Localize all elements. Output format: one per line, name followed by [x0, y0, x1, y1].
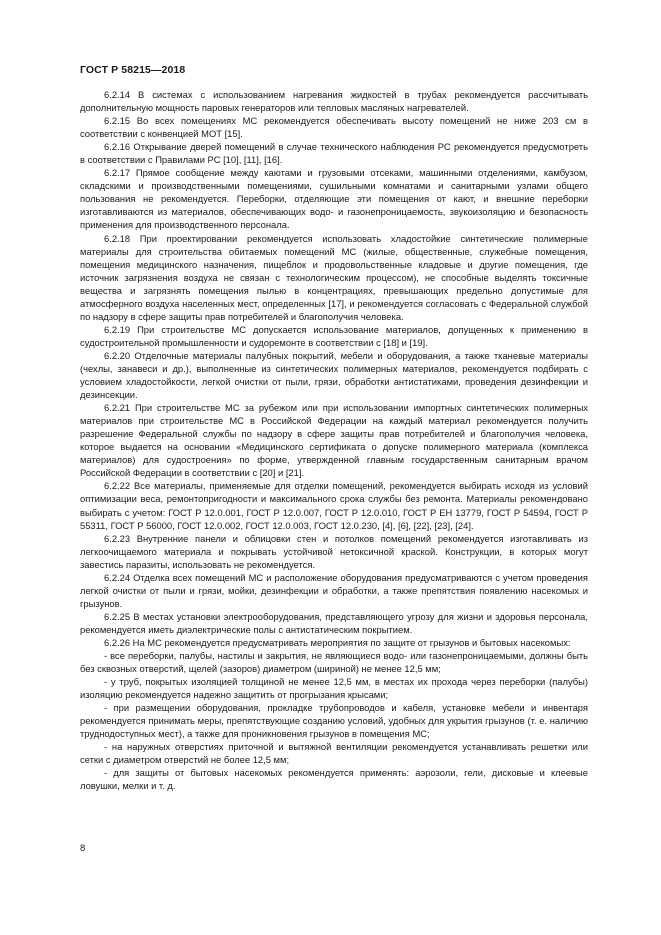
paragraph-6-2-15: 6.2.15 Во всех помещениях МС рекомендуется обеспечивать высоту помещений не ниже 203 см в соответствии с конвенцией МОТ [15].: [80, 115, 588, 140]
standard-title: ГОСТ Р 58215—2018: [80, 64, 186, 76]
paragraph-6-2-17: 6.2.17 Прямое сообщение между каютами и грузовыми отсеками, машинными отделениями, камбузом, складскими и производственными помещениями, сушильными комнатами и санитарными узлами общего пользования не рекомендуется. Переборки, отделяющие эти помещения от кают, и внешние переборки изготавливаются из материалов, обеспечивающих водо- и газонепроницаемость, звукоизоляцию и безопасность применения для производственного персонала.: [80, 167, 588, 231]
paragraph-6-2-21: 6.2.21 При строительстве МС за рубежом или при использовании импортных синтетических полимерных материалов при строительстве МС в Российской Федерации на каждый материал рекомендуется получить разрешение Федеральной службы по надзору в сфере защиты прав потребителей и благополучия человека, которое выдается на основании «Медицинского сертификата о допуске полимерного материала (комплекса материалов) для судостроения» по форме, утвержденной главным государственным санитарным врачом Российской Федерации в соответствии с [20] и [21].: [80, 402, 588, 479]
document-body: [80, 88, 588, 793]
list-item: - все переборки, палубы, настилы и закрытия, не являющиеся водо- или газонепроницаемыми, должны быть без сквозных отверстий, щелей (зазоров) диаметром (шириной) не менее 12,5 мм;: [80, 650, 588, 675]
paragraph-6-2-16: 6.2.16 Открывание дверей помещений в случае технического наблюдения РС рекомендуется предусмотреть в соответствии с Правилами РС [10], [11], [16].: [80, 141, 588, 166]
paragraph-6-2-24: 6.2.24 Отделка всех помещений МС и расположение оборудования предусматриваются с учетом проведения легкой очистки от пыли и грязи, мойки, дезинфекции и обработки, а также препятствия появлению насекомых и грызунов.: [80, 571, 588, 609]
paragraph-6-2-20: 6.2.20 Отделочные материалы палубных покрытий, мебели и оборудования, а также тканевые материалы (чехлы, занавеси и др.), выполненные из синтетических полимерных материалов, рекомендуется подбирать с условием хладостойкости, легкой очистки от пыли, грязи, обработки антистатиками, проведения дезинфекции и дезинсекции.: [80, 349, 588, 401]
paragraph-6-2-23: 6.2.23 Внутренние панели и облицовки стен и потолков помещений рекомендуется изготавливать из легкоочищаемого материала и покрывать устойчивой нетоксичной краской. Конструкции, в которых могут завестись паразиты, использовать не рекомендуется.: [80, 532, 588, 570]
paragraph-6-2-25: 6.2.25 В местах установки электрооборудования, представляющего угрозу для жизни и здоровья персонала, рекомендуется иметь диэлектрические полы с антистатическим покрытием.: [80, 610, 588, 635]
list-item: - на наружных отверстиях приточной и вытяжной вентиляции рекомендуется устанавливать решетки или сетки с диаметром отверстий не более 12,5 мм;: [80, 741, 588, 766]
paragraph-6-2-22: 6.2.22 Все материалы, применяемые для отделки помещений, рекомендуется выбирать исходя из условий оптимизации веса, ремонтопригодности и максимального срока службы без ремонта. Материалы рекомендовано выбирать с учетом: ГОСТ Р 12.0.001, ГОСТ Р 12.0.007, ГОСТ Р 12.0.010, ГОСТ Р ЕН 13779, ГОСТ Р 54594, ГОСТ Р 55311, ГОСТ Р 56000, ГОСТ 12.0.002, ГОСТ 12.0.003, ГОСТ 12.0.230, [4], [6], [22], [23], [24].: [80, 480, 588, 531]
list-item: - при размещении оборудования, прокладке трубопроводов и кабеля, установке мебели и инвентаря рекомендуется принимать меры, препятствующие созданию условий, удобных для укрытия грызунов (т. е. наличию труднодоступных мест), а также для проникновения грызунов в помещения МС;: [80, 702, 588, 740]
list-item: - у труб, покрытых изоляцией толщиной не менее 12,5 мм, в местах их прохода через переборки (палубы) изоляцию рекомендуется надежно защитить от прогрызания крысами;: [80, 676, 588, 701]
list-item: - для защиты от бытовых насекомых рекомендуется применять: аэрозоли, гели, дисковые и клеевые ловушки, мелки и т. д.: [80, 767, 588, 792]
page-number: 8: [80, 843, 86, 854]
paragraph-6-2-19: 6.2.19 При строительстве МС допускается использование материалов, допущенных к применению в судостроительной промышленности и судоремонте в соответствии с [18] и [19].: [80, 323, 588, 348]
paragraph-6-2-26: 6.2.26 На МС рекомендуется предусматривать мероприятия по защите от грызунов и бытовых насекомых:: [104, 636, 571, 648]
paragraph-6-2-14: 6.2.14 В системах с использованием нагревания жидкостей в трубах рекомендуется рассчитывать дополнительную мощность паровых генераторов или тепловых масляных нагревателей.: [80, 89, 588, 114]
paragraph-6-2-18: 6.2.18 При проектировании рекомендуется использовать хладостойкие синтетические полимерные материалы для строительства обитаемых помещений МС (жилые, общественные, служебные помещения, помещения медицинского назначения, пищеблок и продовольственные кладовые и другие помещения, где источник загрязнения воздуха не связан с технологическим процессом), не способные выделять токсичные вещества и загрязнять помещения пылью в концентрациях, превышающих предельно допустимые для атмосферного воздуха населенных мест, определенных [17], и рекомендуется согласовать с Федеральной службой по надзору в сфере защиты прав потребителей и благополучия человека.: [80, 232, 588, 322]
